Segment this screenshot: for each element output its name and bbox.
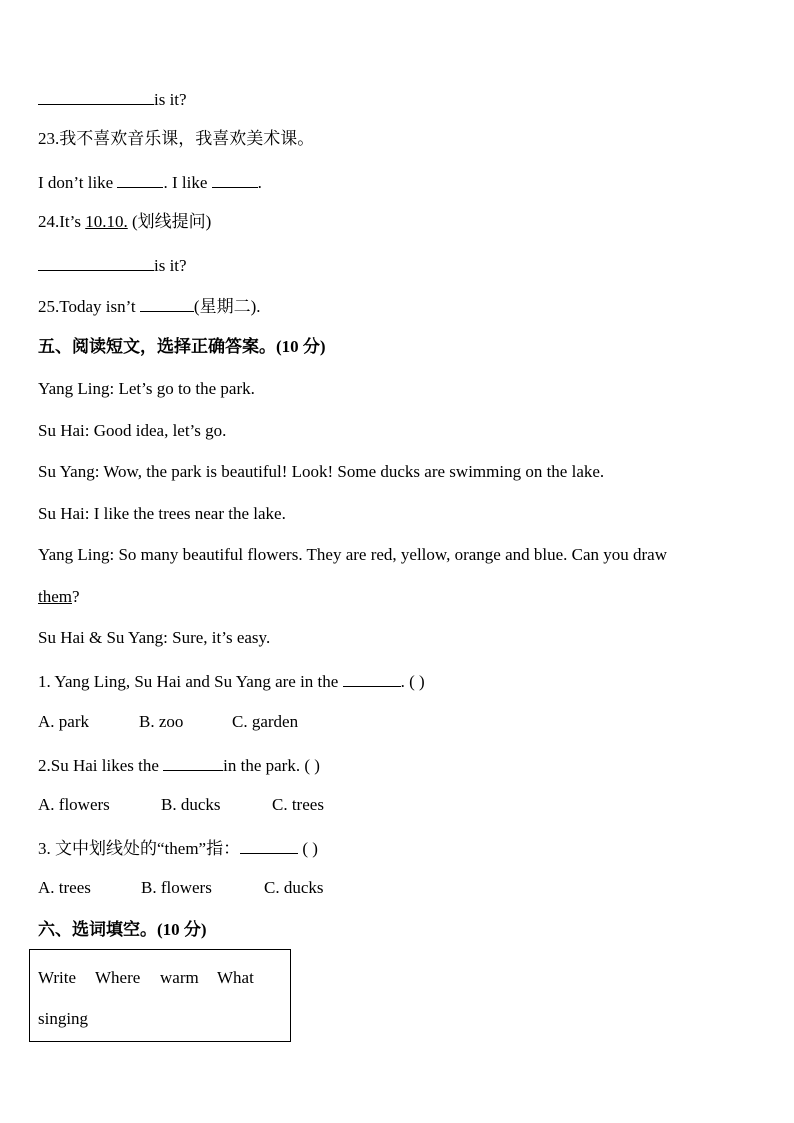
- s5-q1-option-b[interactable]: B. zoo: [139, 712, 184, 731]
- section6-heading: 六、选词填空。(10 分): [38, 920, 207, 939]
- s5-q1-option-a[interactable]: A. park: [38, 712, 89, 731]
- q23-answer-end: .: [257, 173, 262, 192]
- dialogue-line-5-cont: [38, 587, 80, 607]
- s5-q2-option-c[interactable]: C. trees: [272, 795, 324, 814]
- s5-q3-option-b[interactable]: B. flowers: [141, 878, 212, 897]
- q25-line: [38, 295, 261, 317]
- s5-q3-paren: ( ): [298, 839, 318, 858]
- q23-answer-part2: . I like: [163, 173, 208, 192]
- s5-q3-option-c[interactable]: C. ducks: [264, 878, 324, 897]
- dialogue-line-3: Su Yang: Wow, the park is beautiful! Look! Some ducks are swimming on the lake.: [38, 462, 605, 481]
- q25-hint: (星期二).: [193, 297, 261, 316]
- s5-q1-paren: . ( ): [400, 672, 425, 691]
- q25-prefix: 25.Today isn’t: [38, 297, 140, 316]
- s5-q2-blank[interactable]: [163, 754, 223, 771]
- word-bank-item-singing: singing: [38, 1009, 89, 1028]
- s5-q2-option-a[interactable]: A. flowers: [38, 795, 110, 814]
- word-bank-item-warm: warm: [160, 968, 199, 987]
- word-bank-item-write: Write: [38, 968, 77, 987]
- dialogue-line-4: Su Hai: I like the trees near the lake.: [38, 504, 286, 523]
- q24-suffix: is it?: [154, 256, 187, 275]
- s5-q3: [38, 837, 318, 859]
- them-underlined: them: [38, 587, 72, 606]
- word-bank-box: [29, 949, 291, 1042]
- q22-blank[interactable]: [38, 88, 154, 105]
- q23-answer-part1: I don’t like: [38, 173, 114, 192]
- q22-answer-line: [38, 88, 187, 110]
- s5-q1-blank[interactable]: [343, 670, 401, 687]
- s5-q3-option-a[interactable]: A. trees: [38, 878, 91, 897]
- section5-heading: 五、阅读短文，选择正确答案。(10 分): [38, 337, 326, 356]
- q24-prompt: [38, 212, 211, 232]
- q25-blank[interactable]: [140, 295, 194, 312]
- q24-prefix: 24.It’s: [38, 212, 86, 231]
- word-bank-item-what: What: [217, 968, 254, 987]
- s5-q2-option-b[interactable]: B. ducks: [161, 795, 221, 814]
- s5-q3-text: 3. 文中划线处的“them”指：: [38, 839, 241, 858]
- s5-q2-paren: in the park. ( ): [223, 756, 320, 775]
- q24-underlined: 10.10.: [85, 212, 128, 231]
- q23-blank-1[interactable]: [117, 171, 163, 188]
- dialogue-line-6: Su Hai & Su Yang: Sure, it’s easy.: [38, 628, 271, 647]
- s5-q2-text: 2.Su Hai likes the: [38, 756, 164, 775]
- q23-blank-2[interactable]: [212, 171, 258, 188]
- s5-q1: [38, 670, 425, 692]
- s5-q3-blank[interactable]: [240, 837, 298, 854]
- word-bank-item-where: Where: [95, 968, 141, 987]
- s5-q2: [38, 754, 320, 776]
- dialogue-line-1: Yang Ling: Let’s go to the park.: [38, 379, 255, 398]
- q24-hint: (划线提问): [127, 212, 212, 231]
- s5-q1-option-c[interactable]: C. garden: [232, 712, 299, 731]
- q23-answer-line: [38, 171, 262, 193]
- them-after: ?: [72, 587, 80, 606]
- dialogue-line-5: Yang Ling: So many beautiful flowers. They are red, yellow, orange and blue. Can you draw: [38, 545, 668, 564]
- s5-q1-text: 1. Yang Ling, Su Hai and Su Yang are in the: [38, 672, 343, 691]
- dialogue-line-2: Su Hai: Good idea, let’s go.: [38, 421, 227, 440]
- q24-answer-line: [38, 254, 187, 276]
- q24-blank[interactable]: [38, 254, 154, 271]
- q23-prompt: 23.我不喜欢音乐课，我喜欢美术课。: [38, 129, 315, 148]
- q22-suffix: is it?: [154, 90, 187, 109]
